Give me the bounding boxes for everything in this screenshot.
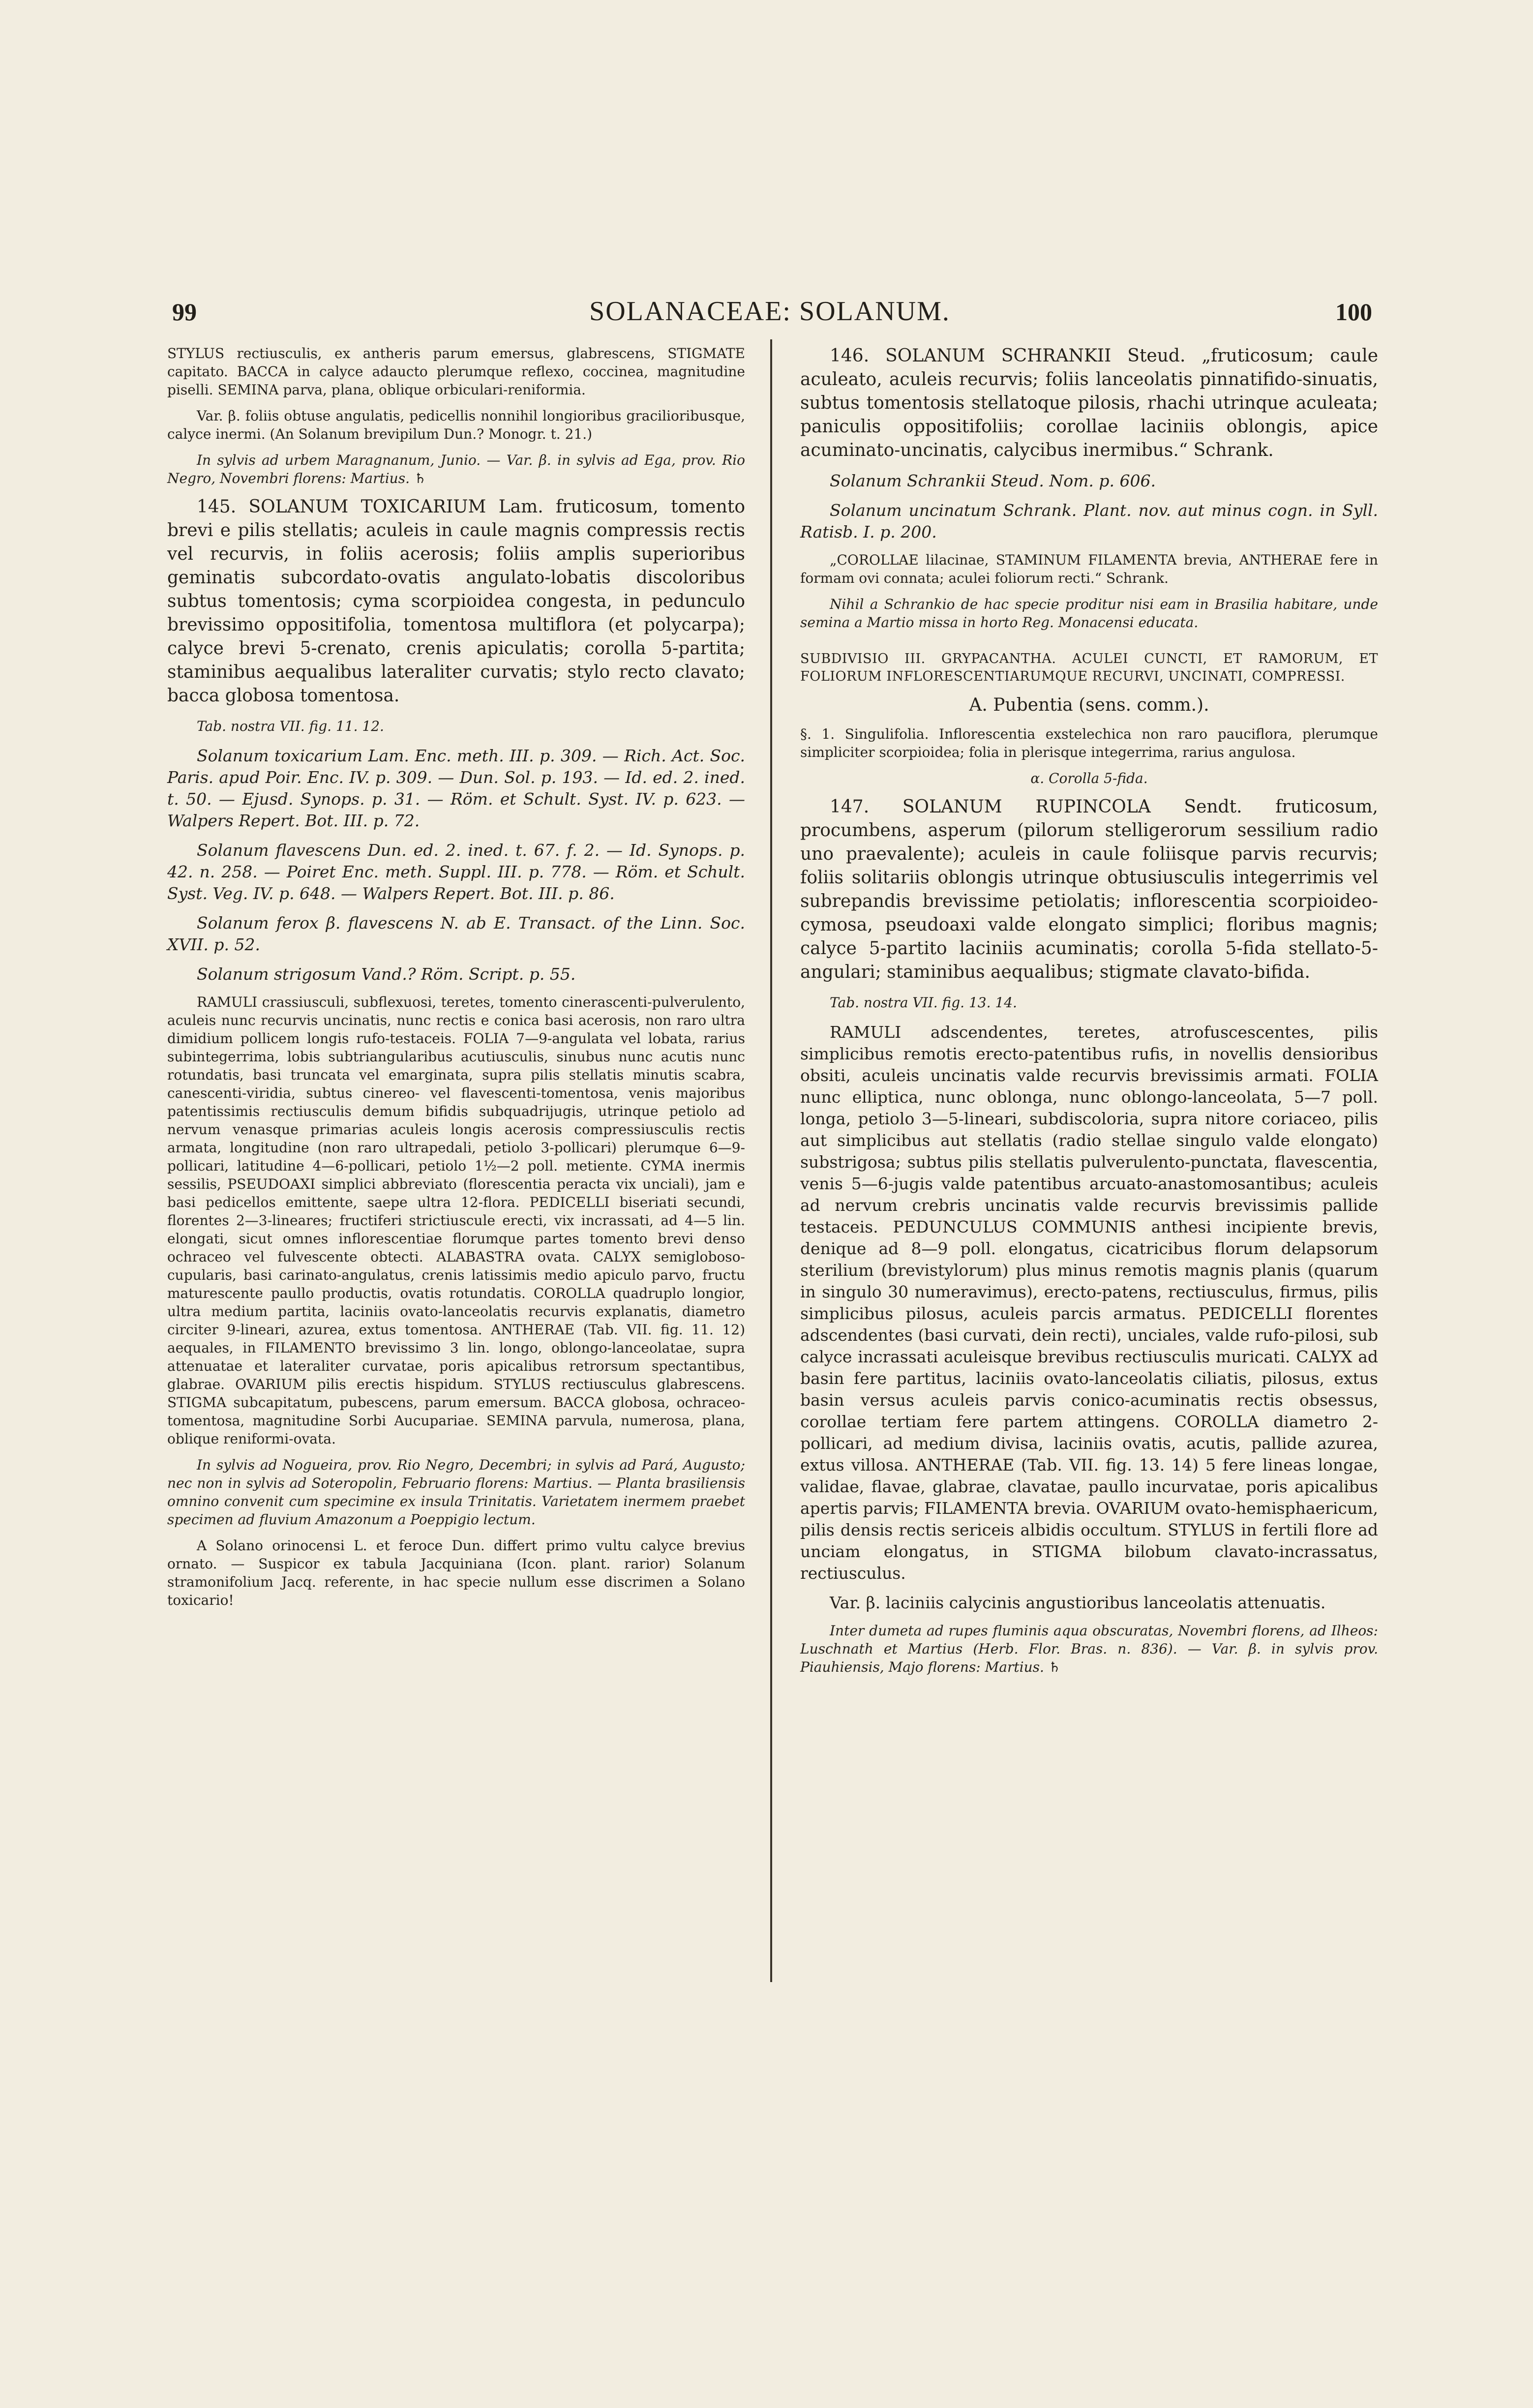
species-147-diagnosis: 147. SOLANUM RUPINCOLA Sendt. fruticosum, procumbens, asperum (pilorum stelligerorum sessilium radio uno praevalente); aculeis in caule foliisque parvis recurvis; foliis solitariis oblongis utrinque obtusiusculis integerrimis vel subrepandis brevissime petiolatis; inflorescentia scorpioideo-cymosa, pseudoaxi valde elongato simplici; floribus magnis; calyce 5-partito laciniis acuminatis; corolla 5-fida stellato-5-angulari; staminibus aequalibus; stigmate clavato-bifida. [800,797,1378,982]
running-title: SOLANACEAE: SOLANUM. [589,296,950,327]
spacer [800,639,1378,650]
paragraph-singulifolia: §. 1. Singulifolia. Inflorescentia exstelechica non raro pauciflora, plerumque simpliciter scorpioidea; folia in plerisque integerrima, rarius angulosa. [800,726,1378,760]
left-column [167,344,745,1617]
species-146-diagnosis: 146. SOLANUM SCHRANKII Steud. „fruticosum; caule aculeato, aculeis recurvis; foliis lanceolatis pinnatifido-sinuatis, subtus tomentosis stellatoque pilosis, rhachi utrinque aculeata; paniculis oppositifoliis; corollae laciniis oblongis, apice acuminato-uncinatis, calycibus inermibus.“ Schrank. [800,346,1378,460]
continued-description: STYLUS rectiusculis, ex antheris parum emersus, glabrescens, STIGMATE capitato. BACCA in calyce adaucto plerumque reflexo, coccinea, magnitudine piselli. SEMINA parva, plana, oblique orbiculari-reniformia. [167,345,745,398]
variety-beta: Var. β. foliis obtuse angulatis, pedicellis nonnihil longioribus gracilioribusque, calyce inermi. (An Solanum brevipilum Dun.? Monogr. t. 21.) [167,408,745,442]
right-column [800,344,1378,1684]
species-145-plate: Tab. nostra VII. fig. 11. 12. [197,718,384,734]
species-145-synonym-2: Solanum flavescens Dun. ed. 2. ined. t. 67. f. 2. — Id. Synops. p. 42. n. 258. — Poiret Enc. meth. Suppl. III. p. 778. — Röm. et Schult. Syst. Veg. IV. p. 648. — Walpers Repert. Bot. III. p. 86. [167,841,745,903]
species-147-variety: Var. β. laciniis calycinis angustioribus lanceolatis attenuatis. [830,1593,1326,1612]
species-146-synonym-1: Solanum Schrankii Steud. Nom. p. 606. [830,471,1156,490]
column-divider [770,339,772,1982]
species-145-synonym-4: Solanum strigosum Vand.? Röm. Script. p. 55. [197,964,576,984]
alpha-heading: α. Corolla 5-fida. [1030,770,1148,786]
habitat-note: In sylvis ad urbem Maragnanum, Junio. — Var. β. in sylvis ad Ega, prov. Rio Negro, Novembri florens: Martius. ♄ [167,452,745,486]
species-147-plate: Tab. nostra VII. fig. 13. 14. [830,994,1017,1011]
species-147-habitat: Inter dumeta ad rupes fluminis aqua obscuratas, Novembri florens, ad Ilheos: Luschnath et Martius (Herb. Flor. Bras. n. 836). — Var. β. in sylvis prov. Piauhiensis, Majo florens: Martius. ♄ [800,1623,1378,1675]
species-147-description: RAMULI adscendentes, teretes, atrofuscescentes, pilis simplicibus remotis erecto-patentibus rufis, in novellis densioribus obsiti, aculeis uncinatis valde recurvis brevissimis armati. FOLIA nunc elliptica, nunc oblonga, nunc oblongo-lanceolata, 5—7 poll. longa, petiolo 3—5-lineari, subdiscoloria, supra nitore coriaceo, pilis aut simplicibus aut stellatis (radio stellae singulo valde elongato) substrigosa; subtus pilis stellatis pulverulento-punctata, flavescentia, venis 5—6-jugis valde patentibus arcuato-anastomosantibus; aculeis ad nervum crebris uncinatis valde recurvis brevissimis pallide testaceis. PEDUNCULUS COMMUNIS anthesi incipiente brevis, denique ad 8—9 poll. elongatus, cicatricibus florum delapsorum sterilium (brevistylorum) plus minus remotis magnis planis (quarum in singulo 30 numeravimus), erecto-patens, rectiusculus, firmus, pilis simplicibus pilosus, aculeis parcis armatus. PEDICELLI florentes adscendentes (basi curvati, dein recti), unciales, valde rufo-pilosi, sub calyce incrassati aculeisque brevibus rectiusculis muricati. CALYX ad basin fere partitus, laciniis ovato-lanceolatis ciliatis, pilosus, extus basin versus aculeis parvis conico-acuminatis rectis obsessus, corollae tertiam fere partem attingens. COROLLA diametro 2-pollicari, ad medium divisa, laciniis ovatis, acutis, pallide azurea, extus villosa. ANTHERAE (Tab. VII. fig. 13. 14) 5 fere lineas longae, validae, flavae, glabrae, clavatae, paullo incurvatae, poris apicalibus apertis parvis; FILAMENTA brevia. OVARIUM ovato-hemisphaericum, pilis densis rectis sericeis albidis occultum. STYLUS in fertili flore ad unciam elongatus, in STIGMA bilobum clavato-incrassatus, rectiusculus. [800,1023,1378,1583]
page-number-left: 99 [172,298,197,326]
species-145-description: RAMULI crassiusculi, subflexuosi, teretes, tomento cinerascenti-pulverulento, aculeis nunc recurvis uncinatis, nunc rectis e conica basi acerosis, non raro ultra dimidium pollicem longis rufo-testaceis. FOLIA 7—9-angulata vel lobata, rarius subintegerrima, lobis subtriangularibus acutiusculis, sinubus nunc acutis nunc rotundatis, basi truncata vel emarginata, supra pilis stellatis minutis scabra, canescenti-viridia, subtus cinereo- vel flavescenti-tomentosa, venis majoribus patentissimis rectiusculis demum bifidis subquadrijugis, utrinque petiolo ad nervum venasque primarias aculeis longis acerosis compressiusculis rectis armata, longitudine (non raro ultrapedali, petiolo 3-pollicari) plerumque 6—9-pollicari, latitudine 4—6-pollicari, petiolo 1½—2 poll. metiente. CYMA inermis sessilis, PSEUDOAXI simplici abbreviato (florescentia peracta vix unciali), jam e basi pedicellos emittente, saepe ultra 12-flora. PEDICELLI biseriati secundi, florentes 2—3-lineares; fructiferi strictiuscule erecti, vix incrassati, ad 4—5 lin. elongati, sicut omnes inflorescentiae florumque partes tomento brevi denso ochraceo vel fulvescente obtecti. ALABASTRA ovata. CALYX semigloboso-cupularis, basi carinato-angulatus, crenis latissimis medio apiculo parvo, fructu maturescente paullo productis, ovatis rotundatis. COROLLA quadruplo longior, ultra medium partita, laciniis ovato-lanceolatis recurvis explanatis, diametro circiter 9-lineari, azurea, extus tomentosa. ANTHERAE (Tab. VII. fig. 11. 12) aequales, in FILAMENTO brevissimo 3 lin. longo, oblongo-lanceolatae, supra attenuatae et lateraliter curvatae, poris apicalibus retrorsum spectantibus, glabrae. OVARIUM pilis erectis hispidum. STYLUS rectiusculus glabrescens. STIGMA subcapitatum, pubescens, parum emersum. BACCA globosa, ochraceo-tomentosa, magnitudine Sorbi Aucupariae. SEMINA parvula, numerosa, plana, oblique reniformi-ovata. [167,994,745,1447]
subdivision-heading: SUBDIVISIO III. GRYPACANTHA. ACULEI CUNCTI, ET RAMORUM, ET FOLIORUM INFLORESCENTIARUMQUE RECURVI, UNCINATI, COMPRESSI. [800,651,1378,684]
page-header [167,298,1372,337]
species-145-synonym-1: Solanum toxicarium Lam. Enc. meth. III. p. 309. — Rich. Act. Soc. Paris. apud Poir. Enc. IV. p. 309. — Dun. Sol. p. 193. — Id. ed. 2. ined. t. 50. — Ejusd. Synops. p. 31. — Röm. et Schult. Syst. IV. p. 623. — Walpers Repert. Bot. III. p. 72. [167,746,745,830]
species-146-synonym-2: Solanum uncinatum Schrank. Plant. nov. aut minus cogn. in Syll. Ratisb. I. p. 200. [800,501,1378,542]
species-145-habitat: In sylvis ad Nogueira, prov. Rio Negro, Decembri; in sylvis ad Pará, Augusto; nec non in sylvis ad Soteropolin, Februario florens: Martius. — Planta brasiliensis omnino convenit cum specimine ex insula Trinitatis. Varietatem inermem praebet specimen ad fluvium Amazonum a Poeppigio lectum. [167,1457,745,1528]
species-145-diagnosis: 145. SOLANUM TOXICARIUM Lam. fruticosum, tomento brevi e pilis stellatis; aculeis in caule magnis compressis rectis vel recurvis, in foliis acerosis; foliis amplis superioribus geminatis subcordato-ovatis angulato-lobatis discoloribus subtus tomentosis; cyma scorpioidea congesta, in pedunculo brevissimo oppositifolia, tomentosa multiflora (et polycarpa); calyce brevi 5-crenato, crenis apiculatis; corolla 5-partita; staminibus aequalibus lateraliter curvatis; stylo recto clavato; bacca globosa tomentosa. [167,497,745,706]
section-heading: A. Pubentia (sens. comm.). [969,695,1209,715]
species-145-note: A Solano orinocensi L. et feroce Dun. differt primo vultu calyce brevius ornato. — Suspicor ex tabula Jacquiniana (Icon. plant. rarior) Solanum stramonifolium Jacq. referente, in hac specie nullum esse discrimen a Solano toxicario! [167,1537,745,1608]
page-number-right: 100 [1335,298,1372,326]
species-146-quote: „COROLLAE lilacinae, STAMINUM FILAMENTA brevia, ANTHERAE fere in formam ovi connata; aculei foliorum recti.“ Schrank. [800,552,1378,586]
species-145-synonym-3: Solanum ferox β. flavescens N. ab E. Transact. of the Linn. Soc. XVII. p. 52. [167,913,745,954]
species-146-note: Nihil a Schrankio de hac specie proditur nisi eam in Brasilia habitare, unde semina a Martio missa in horto Reg. Monacensi educata. [800,596,1378,631]
